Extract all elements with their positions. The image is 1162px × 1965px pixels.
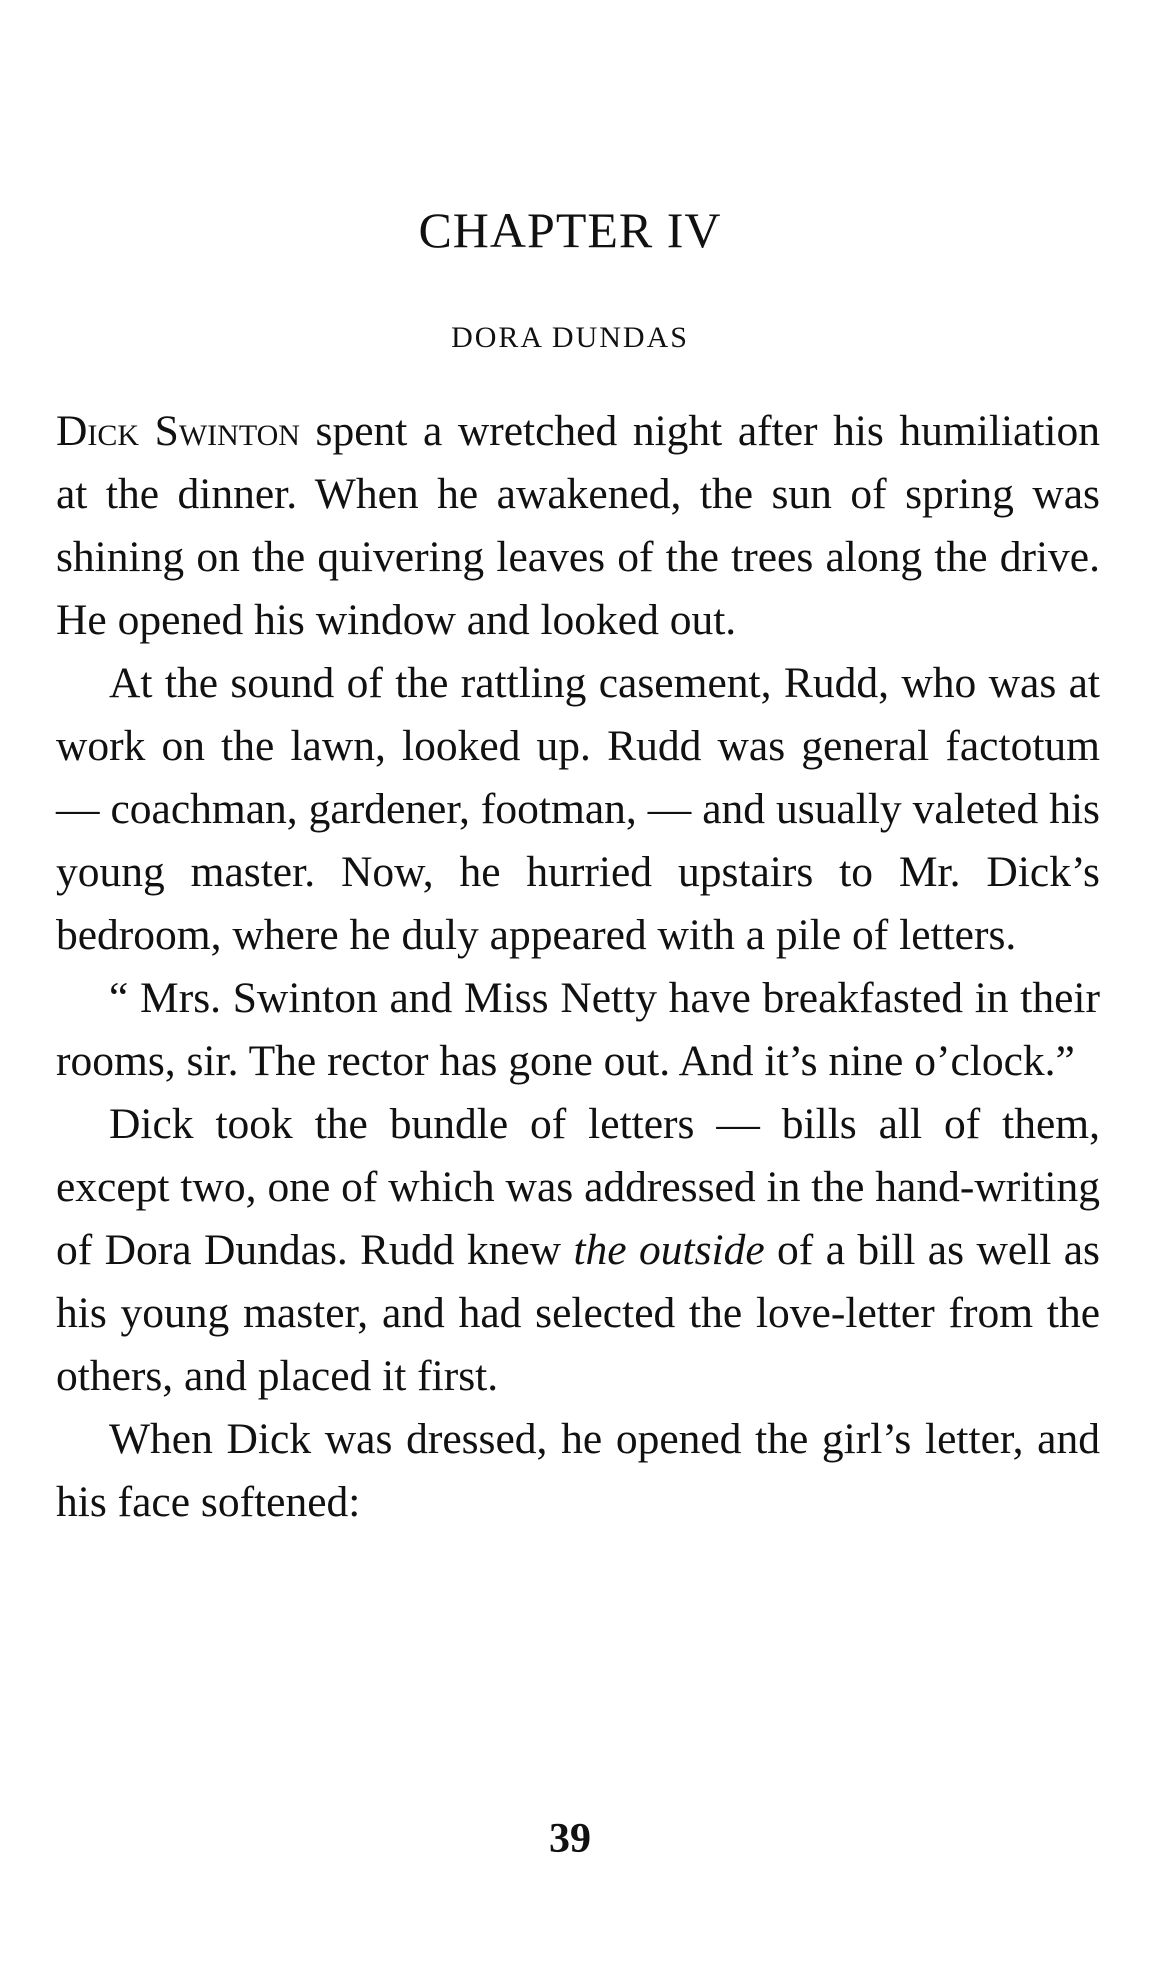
chapter-subtitle: DORA DUNDAS xyxy=(451,321,689,354)
page-number: 39 xyxy=(549,1816,591,1862)
paragraph-1-text: spent a wretched night after his humiliation at the dinner. When he awakened, the sun of spring was shining on the quivering leaves of the trees along the drive. He opened his window and looked out. xyxy=(56,407,1101,644)
paragraph-3: “ Mrs. Swinton and Miss Netty have breakfasted in their rooms, sir. The rector has gone out. And it’s nine o’clock.” xyxy=(56,974,1100,1085)
paragraph-1 xyxy=(56,400,1100,652)
character-name-smallcaps: Dick Swinton xyxy=(56,407,300,455)
paragraph-4-text-b: of a bill as well as his young master, and had selected the love-letter from the others, and placed it first. xyxy=(56,1226,1100,1400)
chapter-body xyxy=(56,400,1100,1534)
paragraph-4-text-a: Dick took the bundle of letters — bills all of them, except two, one of which was addressed in the hand-writing of Dora Dundas. Rudd knew xyxy=(56,1100,1100,1274)
paragraph-4 xyxy=(56,1093,1100,1408)
chapter-title: CHAPTER IV xyxy=(418,202,722,258)
paragraph-2: At the sound of the rattling casement, Rudd, who was at work on the lawn, looked up. Rudd was general factotum — coachman, gardener, footman, — and usually valeted his young master. Now, he hurried upstairs to Mr. Dick’s bedroom, where he duly appeared with a pile of letters. xyxy=(56,659,1100,959)
paragraph-5: When Dick was dressed, he opened the girl’s letter, and his face softened: xyxy=(56,1415,1100,1526)
paragraph-4-italic: the outside xyxy=(573,1226,765,1274)
